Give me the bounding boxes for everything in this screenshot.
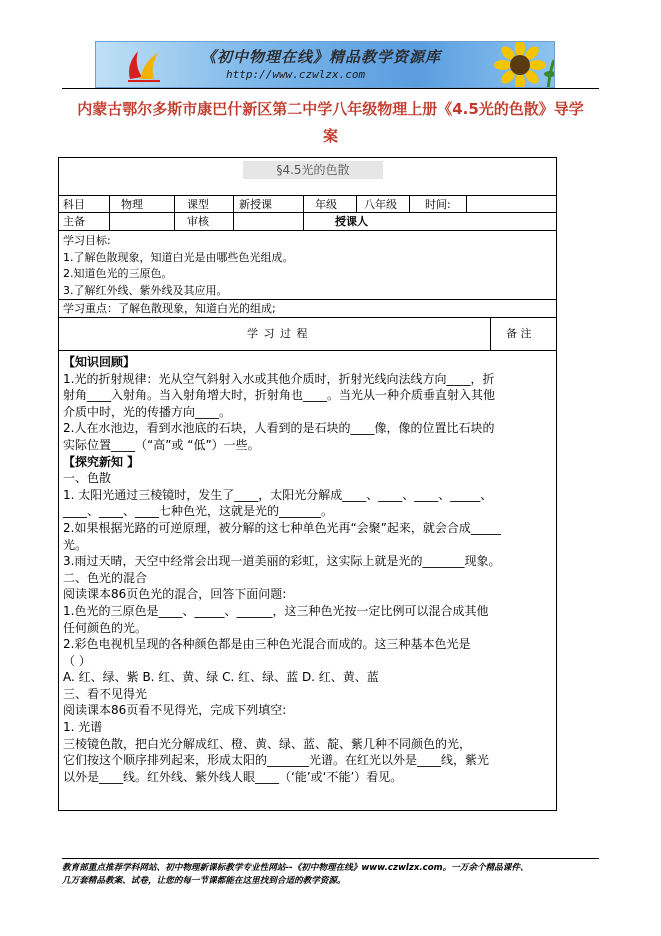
footer-rule: [62, 858, 599, 859]
banner-url: http://www.czwlzx.com: [226, 68, 366, 81]
body-line: 2.如果根据光路的可逆原理，被分解的这七种单色光再“会聚”起来，就会合成_____: [63, 520, 501, 535]
body-line: 二、色光的混合: [63, 570, 148, 585]
body-line: 射角____入射角。当入射角增大时，折射角也____。当光从一种介质垂直射入其他: [63, 388, 496, 403]
goal-line: 2.知道色光的三原色。: [63, 267, 173, 280]
body-line: 三、看不见得光: [63, 686, 148, 701]
body-line: 1.光的折射规律：光从空气斜射入水或其他介质时，折射光线向法线方向____，折: [63, 371, 495, 386]
site-logo-icon: [124, 45, 164, 83]
body-line: A. 红、绿、紫 B. 红、黄、绿 C. 红、绿、蓝 D. 红、黄、蓝: [63, 670, 379, 685]
process-header: 学 习 过 程: [247, 327, 309, 340]
label-teacher: 授课人: [335, 215, 368, 228]
site-banner: [95, 41, 555, 88]
body-line: 阅读课本86页色光的混合，回答下面问题:: [63, 587, 287, 602]
body-line: 【探究新知 】: [63, 454, 140, 469]
row-line: [59, 299, 556, 300]
learning-goals: [63, 233, 294, 299]
label-lesson-type: 课型: [187, 198, 209, 211]
body-line: 1. 太阳光通过三棱镜时，发生了____，太阳光分解成____、____、____、_____、: [63, 487, 493, 502]
header-rule: [62, 88, 599, 89]
notes-header: 备 注: [506, 327, 532, 340]
col-line: [466, 195, 467, 212]
worksheet-table: [58, 157, 557, 811]
body-line: 任何颜色的光。: [63, 620, 148, 635]
body-line: 3.雨过天晴，天空中经常会出现一道美丽的彩虹，这实际上就是光的_______现象。: [63, 554, 501, 569]
footer: [62, 862, 622, 888]
row-line: [59, 350, 556, 351]
label-subject: 科目: [63, 198, 85, 211]
sunflower-icon: [484, 41, 555, 88]
value-lesson-type: 新授课: [239, 198, 272, 211]
body-line: 阅读课本86页看不见得光，完成下列填空:: [63, 703, 287, 718]
body-line: 以外是____线。红外线、紫外线人眼____（‘能’或‘不能’）看见。: [63, 769, 403, 784]
body-line: 2.彩色电视机呈现的各种颜色都是由三种色光混合而成的。这三种基本色光是: [63, 637, 471, 652]
key-point: 学习重点：了解色散现象，知道白光的组成;: [63, 302, 276, 315]
label-grade: 年级: [315, 198, 337, 211]
footer-line1: 教育部重点推荐学科网站、初中物理新课标教学专业性网站--《初中物理在线》www.czwlzx.com。一万余个精品课件、: [62, 863, 529, 873]
col-line: [233, 195, 234, 230]
body-line: 1.色光的三原色是____、_____、______，这三种色光按一定比例可以混合成其他: [63, 603, 489, 618]
body-line: 它们按这个顺序排列起来，形成太阳的_______光谱。在红光以外是____线，紫光: [63, 753, 490, 768]
row-line: [59, 230, 556, 231]
col-line: [303, 195, 304, 230]
body-line: 实际位置____（“高”或 “低”）一些。: [63, 437, 260, 452]
col-line: [356, 195, 357, 212]
body-line: 一、色散: [63, 471, 112, 486]
col-line: [109, 195, 110, 230]
body-line: 三棱镜色散，把白光分解成红、橙、黄、绿、蓝、靛、紫几种不同颜色的光，: [63, 736, 472, 751]
value-subject: 物理: [121, 198, 143, 211]
process-body: [63, 354, 501, 785]
document-title-line1: 内蒙古鄂尔多斯市康巴什新区第二中学八年级物理上册《4.5光的色散》导学: [77, 100, 584, 118]
body-line: 【知识回顾】: [63, 355, 136, 369]
section-title: §4.5光的色散: [243, 161, 383, 179]
body-line: 2.人在水池边，看到水池底的石块，人看到的是石块的____像，像的位置比石块的: [63, 421, 495, 436]
row-line: [59, 212, 556, 213]
document-title-line2: 案: [322, 127, 338, 145]
body-line: 介质中时，光的传播方向____。: [63, 404, 232, 419]
body-line: 1. 光谱: [63, 720, 103, 735]
body-line: 光。: [63, 537, 88, 552]
col-line: [409, 195, 410, 212]
label-reviewer: 审核: [187, 215, 209, 228]
label-time: 时间:: [425, 198, 451, 211]
goal-line: 3.了解红外线、紫外线及其应用。: [63, 283, 228, 297]
col-line: [174, 195, 175, 230]
value-grade: 八年级: [364, 198, 397, 211]
body-line: （ ）: [63, 653, 91, 668]
banner-title: 《初中物理在线》精品教学资源库: [201, 48, 442, 66]
goal-line: 学习目标:: [63, 234, 111, 247]
goal-line: 1.了解色散现象，知道白光是由哪些色光组成。: [63, 250, 294, 264]
footer-line2: 几万套精品教案、试卷，让您的每一节课都能在这里找到合适的教学资源。: [62, 876, 346, 886]
row-line: [59, 317, 556, 318]
body-line: ____、____、____七种色光，这就是光的_______。: [63, 504, 334, 519]
row-line: [59, 195, 556, 196]
label-author: 主备: [63, 215, 85, 228]
col-line: [490, 317, 491, 350]
document-title: [62, 96, 599, 150]
